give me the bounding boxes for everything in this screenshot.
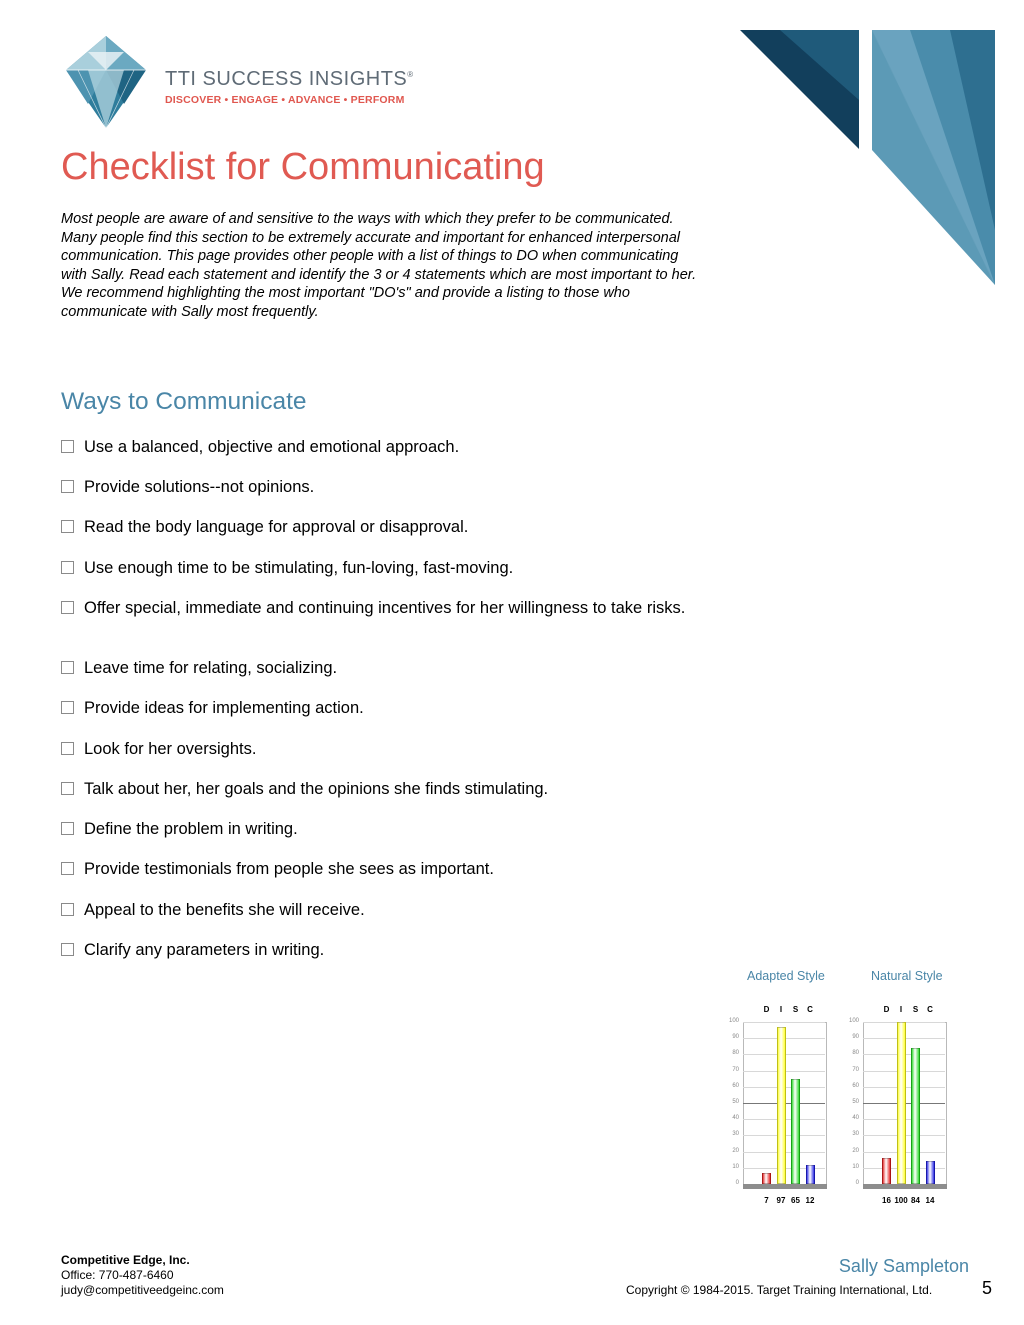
bar-s	[911, 1048, 920, 1184]
checklist-item-text: Clarify any parameters in writing.	[84, 941, 325, 959]
disc-letter-s: S	[792, 1005, 799, 1014]
footer-office-phone: Office: 770-487-6460	[61, 1268, 174, 1282]
page-number: 5	[982, 1278, 993, 1298]
bar-i	[777, 1027, 786, 1184]
checkbox[interactable]	[61, 661, 74, 674]
y-tick-label: 0	[735, 1180, 739, 1186]
adapted-style-chart	[718, 1000, 838, 1215]
checklist-item-text: Leave time for relating, socializing.	[84, 659, 338, 677]
y-tick-label: 60	[852, 1082, 859, 1089]
y-tick-label: 90	[852, 1034, 859, 1041]
y-tick-label: 10	[732, 1163, 739, 1170]
logo-tagline: DISCOVER • ENGAGE • ADVANCE • PERFORM	[165, 94, 405, 106]
gridline	[743, 1022, 825, 1023]
y-tick-label: 70	[732, 1066, 739, 1073]
corner-decoration	[740, 30, 995, 285]
checkbox[interactable]	[61, 782, 74, 795]
score-label-i: 97	[776, 1196, 786, 1205]
y-tick-label: 0	[855, 1180, 859, 1186]
section-title: Ways to Communicate	[61, 388, 307, 415]
y-tick-label: 70	[852, 1066, 859, 1073]
score-label-d: 7	[764, 1196, 769, 1205]
score-label-d: 16	[882, 1196, 891, 1205]
y-tick-label: 10	[852, 1163, 859, 1170]
footer-email: judy@competitiveedgeinc.com	[61, 1283, 224, 1297]
disc-letter-i: I	[899, 1005, 903, 1014]
y-tick-label: 80	[852, 1050, 859, 1057]
checklist-item-text: Look for her oversights.	[84, 740, 257, 758]
y-tick-label: 80	[732, 1050, 739, 1057]
bar-c	[926, 1161, 935, 1184]
disc-letter-d: D	[883, 1005, 890, 1014]
checkbox[interactable]	[61, 943, 74, 956]
natural-style-chart	[838, 1000, 958, 1215]
score-label-i: 100	[894, 1196, 908, 1205]
y-tick-label: 50	[732, 1099, 739, 1105]
disc-letter-c: C	[807, 1005, 813, 1014]
score-label-s: 65	[791, 1196, 800, 1205]
checklist-item-text: Provide ideas for implementing action.	[84, 699, 364, 717]
footer-copyright: Copyright © 1984-2015. Target Training International, Ltd.	[626, 1283, 933, 1297]
checklist-item-text: Provide solutions--not opinions.	[84, 478, 315, 496]
score-label-c: 14	[925, 1196, 935, 1205]
bar-c	[806, 1165, 815, 1184]
bar-i	[897, 1022, 906, 1184]
checklist-item-text: Provide testimonials from people she sees as important.	[84, 860, 494, 878]
chart-base	[743, 1184, 827, 1189]
page-title: Checklist for Communicating	[61, 146, 545, 188]
disc-letter-d: D	[763, 1005, 770, 1014]
footer-company: Competitive Edge, Inc.	[61, 1253, 190, 1267]
y-tick-label: 90	[732, 1034, 739, 1041]
y-tick-label: 30	[732, 1131, 739, 1138]
logo-title: TTI SUCCESS INSIGHTS®	[165, 68, 414, 90]
natural-style-title: Natural Style	[871, 969, 943, 983]
chart-base	[863, 1184, 947, 1189]
y-tick-label: 20	[852, 1147, 859, 1154]
checklist-item-text: Talk about her, her goals and the opinions she finds stimulating.	[84, 780, 549, 798]
checkbox[interactable]	[61, 440, 74, 453]
y-tick-label: 40	[852, 1115, 859, 1122]
checklist-item-text: Use a balanced, objective and emotional approach.	[84, 438, 460, 456]
checklist-item-text: Use enough time to be stimulating, fun-loving, fast-moving.	[84, 559, 514, 577]
y-tick-label: 100	[728, 1018, 739, 1024]
checkbox[interactable]	[61, 701, 74, 714]
y-tick-label: 60	[732, 1082, 739, 1089]
diamond-logo-icon	[58, 34, 154, 130]
adapted-style-title: Adapted Style	[747, 969, 825, 983]
y-tick-label: 30	[852, 1131, 859, 1138]
checkbox[interactable]	[61, 742, 74, 755]
footer-person-name: Sally Sampleton	[838, 1256, 969, 1276]
disc-letter-i: I	[779, 1005, 783, 1014]
checkbox[interactable]	[61, 862, 74, 875]
score-label-s: 84	[911, 1196, 920, 1205]
checkbox[interactable]	[61, 601, 74, 614]
bar-d	[762, 1173, 771, 1184]
checkbox[interactable]	[61, 520, 74, 533]
checkbox[interactable]	[61, 822, 74, 835]
intro-paragraph: Most people are aware of and sensitive to the ways with which they prefer to be communicated. Many people find this section to be extremely accurate and important for enhanced interpersonal communication. This page provides other people with a list of things to DO when communicating with Sally. Read each statement and identify the 3 or 4 statements which are most important to her. We recommend highlighting the most important "DO's" and provide a listing to those who communicate with Sally most frequently.	[61, 211, 697, 320]
y-tick-label: 50	[852, 1099, 859, 1105]
y-tick-label: 100	[848, 1018, 859, 1024]
checklist-item-text: Offer special, immediate and continuing incentives for her willingness to take risks.	[84, 599, 686, 617]
checklist-item-text: Read the body language for approval or disapproval.	[84, 518, 469, 536]
disc-letter-s: S	[912, 1005, 919, 1014]
y-tick-label: 40	[732, 1115, 739, 1122]
bar-s	[791, 1079, 800, 1184]
checkbox[interactable]	[61, 903, 74, 916]
y-tick-label: 20	[732, 1147, 739, 1154]
checklist-item-text: Define the problem in writing.	[84, 820, 298, 838]
score-label-c: 12	[805, 1196, 815, 1205]
checklist-item-text: Appeal to the benefits she will receive.	[84, 901, 365, 919]
checkbox[interactable]	[61, 561, 74, 574]
checkbox[interactable]	[61, 480, 74, 493]
bar-d	[882, 1158, 891, 1184]
disc-letter-c: C	[927, 1005, 933, 1014]
